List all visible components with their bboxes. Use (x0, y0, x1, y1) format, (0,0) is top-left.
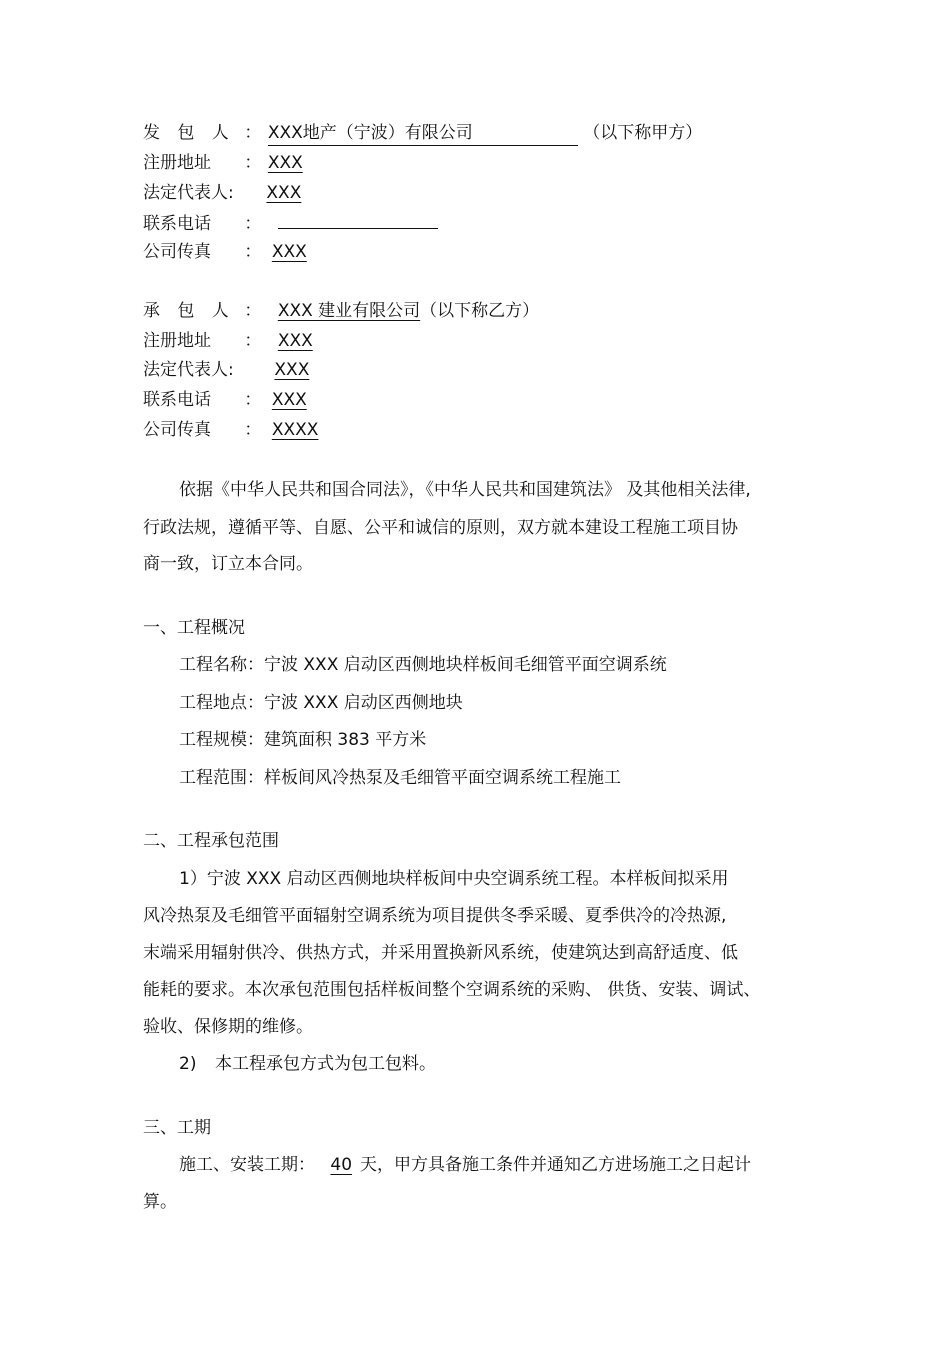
preamble-line-1: 依据《中华人民共和国合同法》，《中华人民共和国建筑法》 及其他相关法律, (179, 480, 751, 500)
party-b-contractor-row (143, 299, 539, 323)
party-b-rep-label: 法定代表人: (143, 360, 234, 380)
party-b-phone-value: XXX (271, 390, 307, 410)
section-3-line-1 (179, 1153, 751, 1177)
party-b-contractor-label: 承 包 人 (143, 301, 235, 321)
party-a-rep-value: XXX (266, 183, 302, 203)
party-a-contractor-value: XXX地产（宁波）有限公司 (268, 121, 578, 146)
party-b-contractor-colon: ： (244, 301, 262, 321)
party-a-fax-row (143, 240, 307, 264)
party-b-fax-label: 公司传真 (143, 420, 211, 440)
section-3-heading: 三、工期 (143, 1118, 211, 1138)
party-b-fax-colon: ： (244, 420, 262, 440)
party-b-rep-row (143, 358, 317, 382)
party-b-contractor-value: XXX 建业有限公司 (277, 301, 421, 321)
party-b-phone-row (143, 388, 307, 412)
party-a-phone-row (143, 210, 438, 236)
party-b-address-colon: ： (244, 331, 262, 351)
preamble-line-2: 行政法规，遵循平等、自愿、公平和诚信的原则，双方就本建设工程施工项目协 (143, 518, 738, 538)
party-b-address-label: 注册地址 (143, 331, 211, 351)
preamble-line-3: 商一致，订立本合同。 (143, 554, 313, 574)
section-3-prefix: 施工、安装工期： (179, 1155, 315, 1175)
party-a-contractor-note: （以下称甲方） (583, 123, 703, 143)
party-b-fax-value: XXXX (271, 420, 319, 440)
section-2-para-1-line-5: 验收、保修期的维修。 (143, 1017, 313, 1037)
section-2-para-2-text: 本工程承包方式为包工包料。 (215, 1054, 436, 1074)
section-1-project-name: 工程名称：宁波 XXX 启动区西侧地块样板间毛细管平面空调系统 (179, 655, 667, 675)
party-a-fax-label: 公司传真 (143, 242, 211, 262)
party-a-rep-row (143, 181, 307, 205)
party-b-contractor-note: （以下称乙方） (420, 301, 540, 321)
party-a-address-row (143, 151, 303, 175)
party-a-phone-colon: ： (244, 214, 262, 234)
section-1-project-scope: 工程范围：样板间风冷热泵及毛细管平面空调系统工程施工 (179, 768, 621, 788)
section-2-para-2 (179, 1052, 436, 1076)
section-2-para-1-line-4: 能耗的要求。本次承包范围包括样板间整个空调系统的采购、 供货、安装、调试、 (143, 980, 761, 1000)
section-2-para-2-number: 2) (179, 1054, 197, 1074)
section-1-project-location: 工程地点：宁波 XXX 启动区西侧地块 (179, 693, 463, 713)
party-a-contractor-row (143, 121, 702, 146)
section-1-heading: 一、工程概况 (143, 618, 245, 638)
section-2-para-1-line-2: 风冷热泵及毛细管平面辐射空调系统为项目提供冬季采暖、夏季供冷的冷热源, (143, 906, 727, 926)
party-a-fax-value: XXX (271, 242, 307, 262)
party-a-contractor-label: 发 包 人 (143, 123, 235, 143)
party-b-fax-row (143, 418, 324, 442)
party-b-address-row (143, 329, 323, 353)
party-b-rep-value: XXX (274, 360, 310, 380)
party-a-address-label: 注册地址 (143, 153, 211, 173)
section-2-heading: 二、工程承包范围 (143, 831, 279, 851)
party-b-phone-colon: ： (244, 390, 262, 410)
section-3-line-2: 算。 (143, 1192, 177, 1212)
section-2-para-1-line-3: 末端采用辐射供冷、供热方式，并采用置换新风系统，使建筑达到高舒适度、低 (143, 943, 738, 963)
party-a-phone-blank (278, 210, 438, 229)
party-a-phone-label: 联系电话 (143, 214, 211, 234)
party-a-fax-colon: ： (244, 242, 262, 262)
party-a-contractor-colon: ： (244, 123, 262, 143)
party-b-phone-label: 联系电话 (143, 390, 211, 410)
section-3-days: 40 (330, 1155, 353, 1175)
section-1-project-scale: 工程规模：建筑面积 383 平方米 (179, 730, 427, 750)
party-a-address-colon: ： (244, 153, 262, 173)
section-3-suffix: 天，甲方具备施工条件并通知乙方进场施工之日起计 (360, 1155, 752, 1175)
party-a-address-value: XXX (267, 153, 303, 173)
section-2-para-1-line-1: 1）宁波 XXX 启动区西侧地块样板间中央空调系统工程。本样板间拟采用 (179, 869, 729, 889)
party-a-rep-label: 法定代表人: (143, 183, 234, 203)
party-b-address-value: XXX (277, 331, 313, 351)
